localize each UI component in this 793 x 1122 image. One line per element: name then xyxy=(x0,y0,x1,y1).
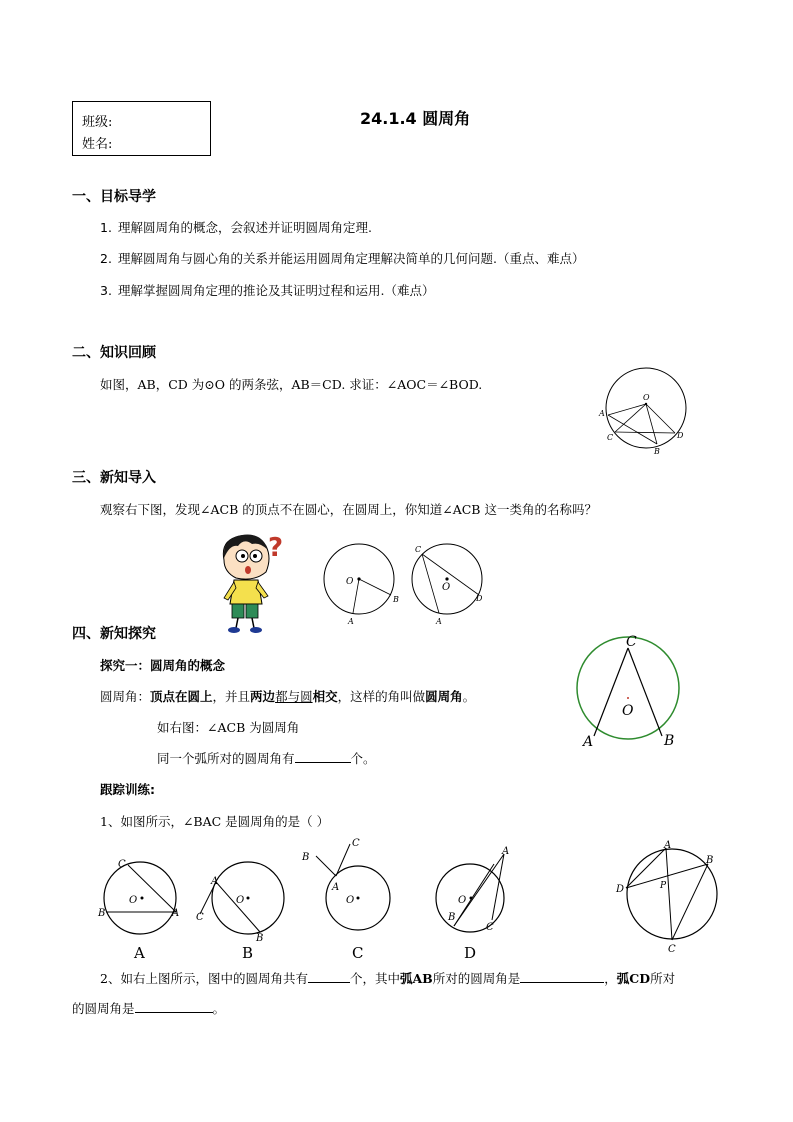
section-heading-2: 二、知识回顾 xyxy=(72,345,156,361)
opt-b-label-o: O xyxy=(236,895,245,906)
goal-item-1: 1. 理解圆周角的概念，会叙述并证明圆周角定理. xyxy=(100,220,372,235)
inscribed-label-b: B xyxy=(664,733,675,749)
opt-c-label-a: A xyxy=(332,882,340,893)
opt-c-label-b: B xyxy=(302,852,310,863)
review-label-o: O xyxy=(643,393,650,402)
question-1: 1、如图所示，∠BAC 是圆周角的是（ ） xyxy=(100,814,330,829)
cartoon-boy-illustration xyxy=(214,532,294,636)
opt-c-label-o: O xyxy=(346,895,355,906)
intro2-label-a: A xyxy=(436,617,442,626)
review-text: 如图，AB，CD 为⊙O 的两条弦，AB＝CD. 求证：∠AOC＝∠BOD. xyxy=(100,377,483,392)
right-label-a: A xyxy=(664,840,672,851)
section-heading-4: 四、新知探究 xyxy=(72,626,156,642)
opt-d-label-c: C xyxy=(486,922,494,933)
review-label-c: C xyxy=(607,433,614,442)
section-heading-3: 三、新知导入 xyxy=(72,470,156,486)
question-2-line-1: 2、如右上图所示，图中的圆周角共有 个，其中弧AB所对的圆周角是 ，弧CD所对 xyxy=(100,971,676,986)
opt-b-label-b: B xyxy=(256,933,264,944)
inscribed-label-c: C xyxy=(626,634,637,650)
opt-a-label-a: A xyxy=(172,908,180,919)
review-figure xyxy=(598,362,694,458)
right-label-d: D xyxy=(616,884,625,895)
option-a-figure xyxy=(96,852,186,962)
opt-d-label-b: B xyxy=(448,912,456,923)
intro-figure-2 xyxy=(408,540,492,630)
right-label-b: B xyxy=(706,855,714,866)
intro1-label-a: A xyxy=(348,617,354,626)
info-box xyxy=(72,101,211,156)
right-label-p: P xyxy=(660,881,667,891)
option-c-letter: C xyxy=(352,944,364,962)
option-c-figure xyxy=(298,832,394,962)
goal-item-3: 3. 理解掌握圆周角定理的推论及其证明过程和运用.（难点） xyxy=(100,283,435,298)
opt-a-label-c: C xyxy=(118,859,126,870)
page-title: 24.1.4 圆周角 xyxy=(360,109,471,128)
opt-a-label-b: B xyxy=(98,908,106,919)
option-b-letter: B xyxy=(242,944,254,962)
review-label-a: A xyxy=(599,409,605,418)
count-question: 同一个弧所对的圆周角有 个。 xyxy=(157,751,376,766)
opt-b-label-a: A xyxy=(211,876,219,887)
goal-item-2: 2. 理解圆周角与圆心角的关系并能运用圆周角定理解决简单的几何问题.（重点、难点） xyxy=(100,251,585,266)
definition-text: 圆周角：顶点在圆上，并且两边都与圆相交，这样的角叫做圆周角。 xyxy=(100,689,476,704)
opt-b-label-c: C xyxy=(196,912,204,923)
opt-d-label-a: A xyxy=(502,846,510,857)
intro1-label-b: B xyxy=(393,595,399,604)
intro-figure-1 xyxy=(320,540,404,630)
example-text: 如右图：∠ACB 为圆周角 xyxy=(157,720,300,735)
option-b-figure xyxy=(196,852,292,962)
explore-title: 探究一：圆周角的概念 xyxy=(100,658,226,673)
opt-d-label-o: O xyxy=(458,895,467,906)
intro2-label-o: O xyxy=(442,582,451,593)
right-figure xyxy=(612,836,724,956)
question-2-line-2: 的圆周角是 。 xyxy=(72,1001,226,1016)
opt-a-label-o: O xyxy=(129,895,138,906)
option-d-letter: D xyxy=(464,944,477,962)
inscribed-label-a: A xyxy=(583,734,594,750)
question-mark-icon: ? xyxy=(268,533,284,563)
intro2-label-c: C xyxy=(415,545,422,554)
training-heading: 跟踪训练: xyxy=(100,782,155,797)
class-label: 班级: xyxy=(82,115,113,130)
intro2-label-d: D xyxy=(476,594,483,603)
inscribed-angle-figure xyxy=(570,628,690,750)
intro-text: 观察右下图，发现∠ACB 的顶点不在圆心，在圆周上，你知道∠ACB 这一类角的名称吗？ xyxy=(100,502,597,517)
section-heading-1: 一、目标导学 xyxy=(72,189,156,205)
review-label-d: D xyxy=(677,431,684,440)
review-label-b: B xyxy=(654,447,660,456)
inscribed-label-o: O xyxy=(622,703,634,719)
right-label-c: C xyxy=(668,944,676,955)
intro1-label-o: O xyxy=(346,577,354,587)
opt-c-label-c: C xyxy=(352,838,360,849)
name-label: 姓名: xyxy=(82,137,113,152)
option-a-letter: A xyxy=(134,944,145,962)
option-d-figure xyxy=(428,840,524,962)
